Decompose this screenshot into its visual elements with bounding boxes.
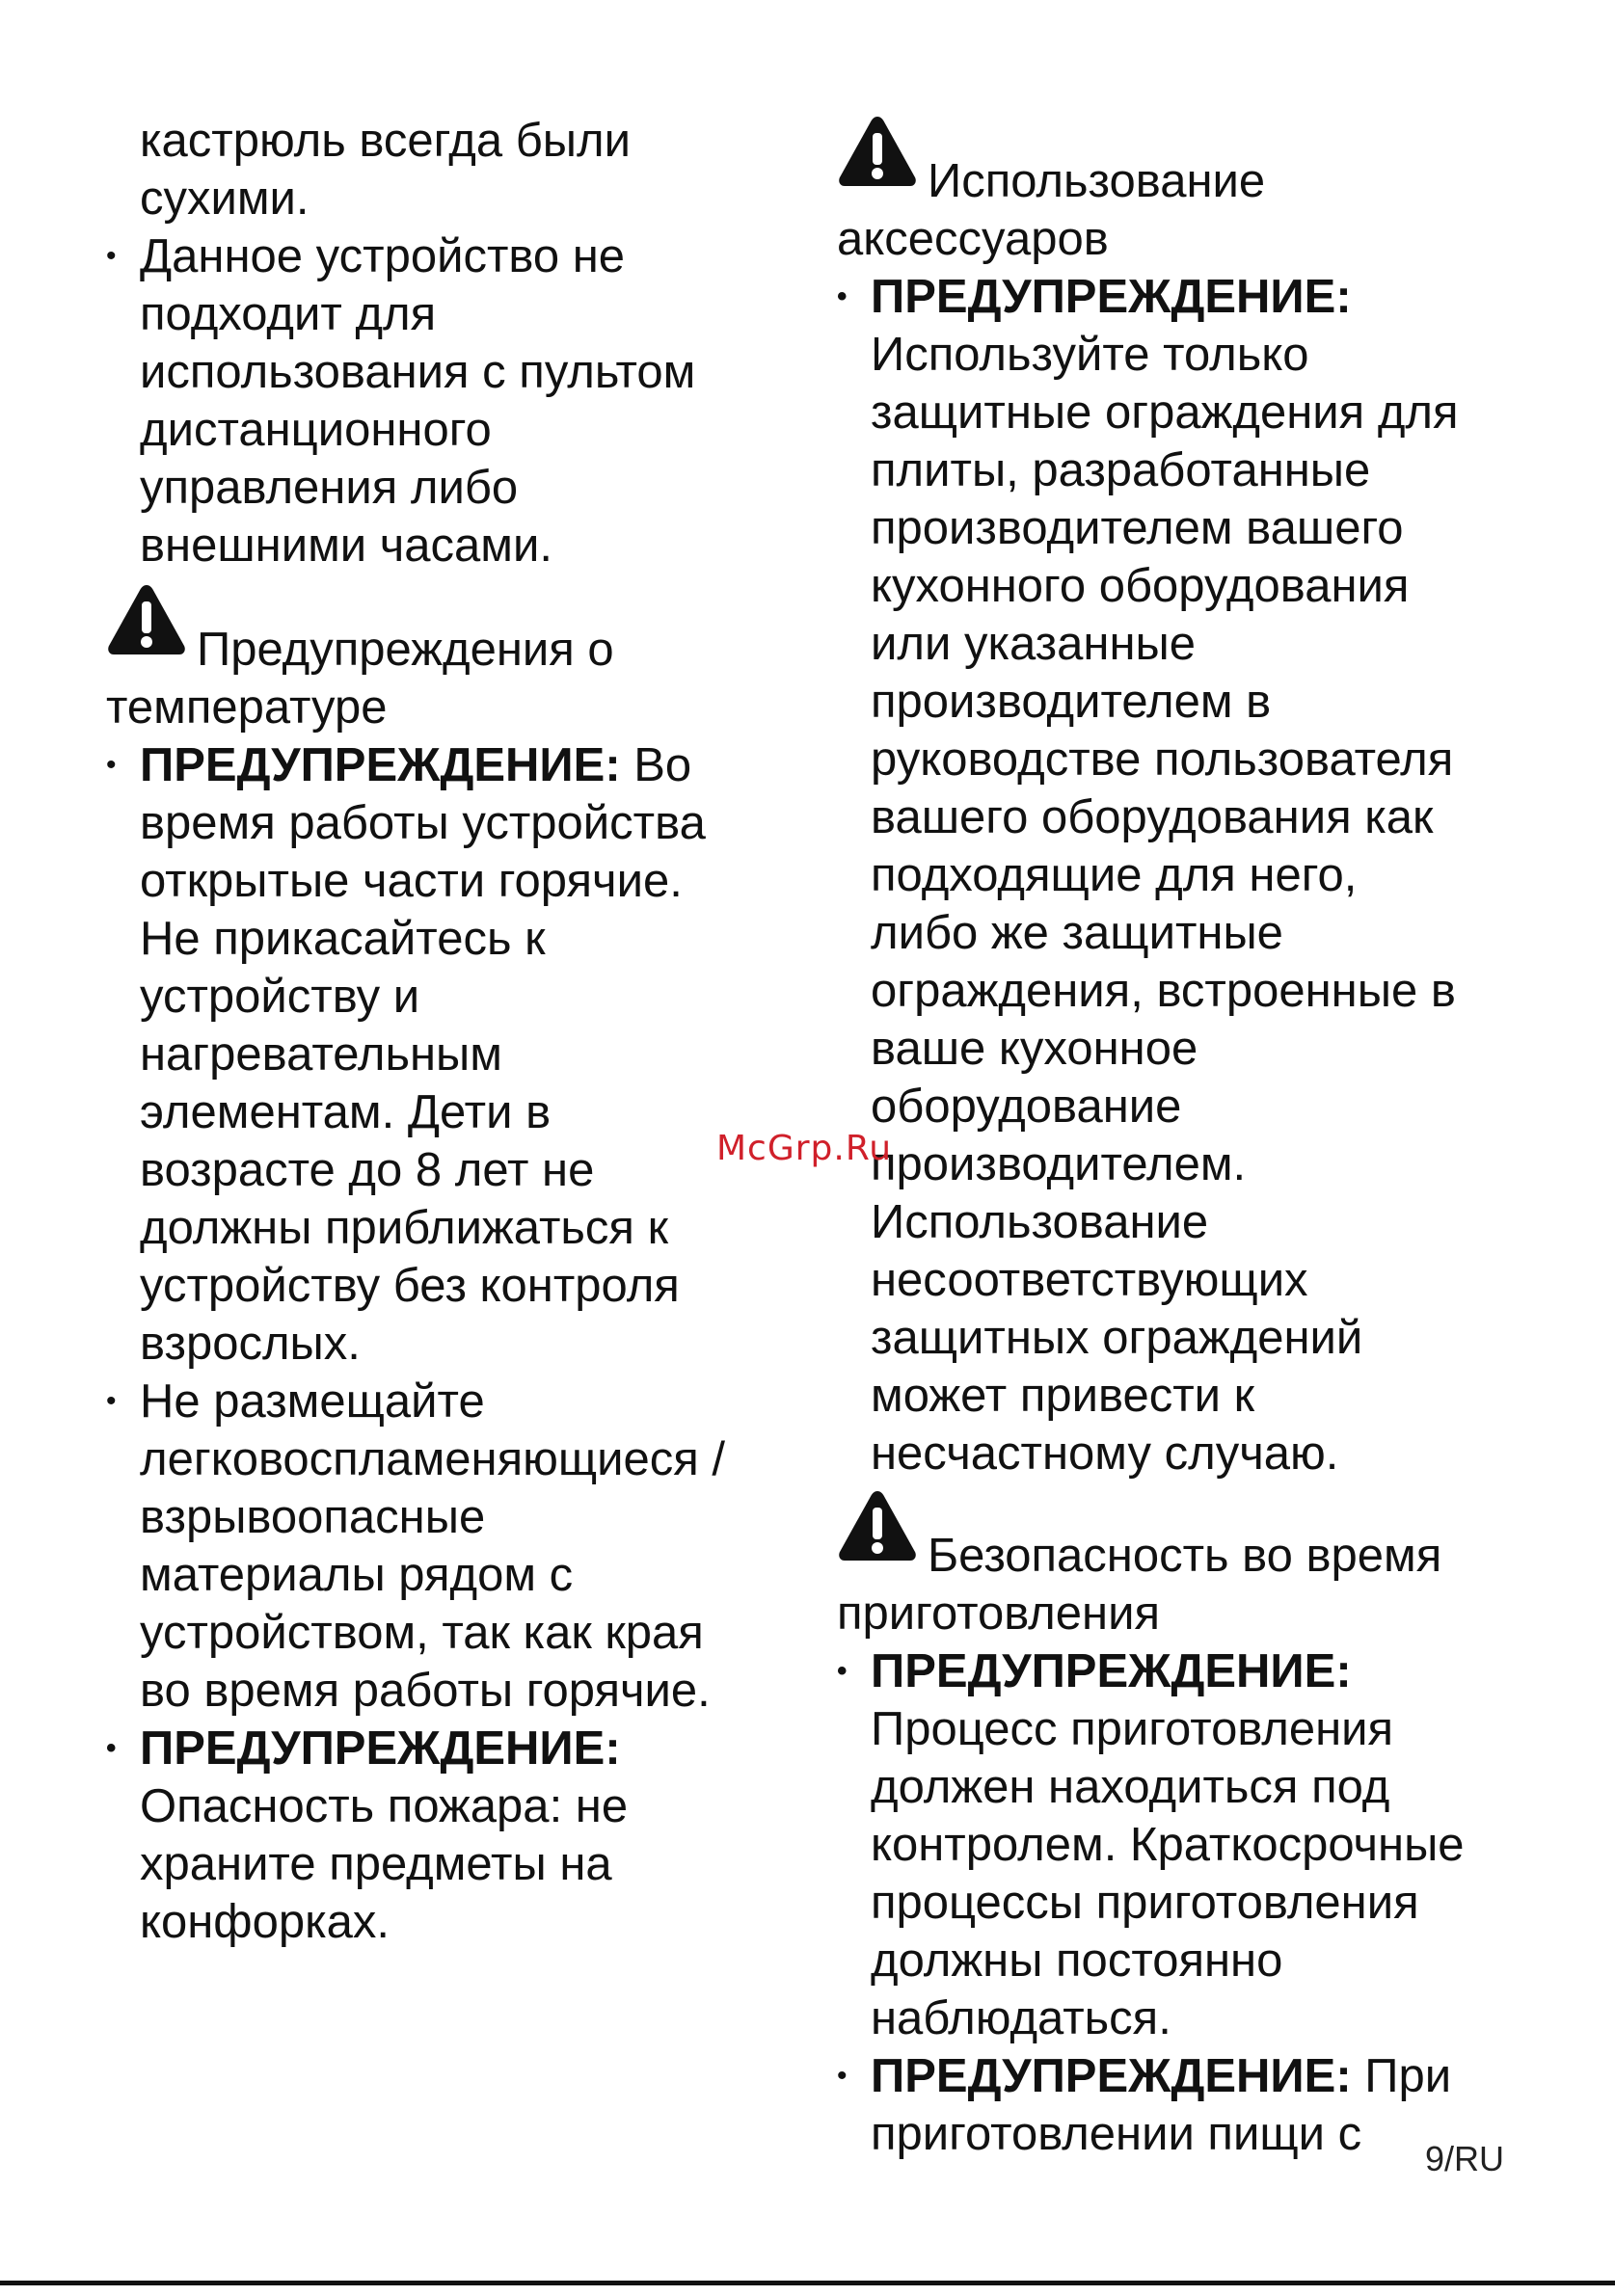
text-line: должны приближаться к (140, 1202, 669, 1254)
text-line: возрасте до 8 лет не (140, 1144, 595, 1196)
text-line: Не прикасайтесь к (140, 913, 546, 965)
text-line: ограждения, встроенные в (871, 965, 1456, 1017)
text-line: устройству без контроля (140, 1260, 680, 1312)
text-line: элементам. Дети в (140, 1086, 552, 1138)
text-line: процессы приготовления (871, 1877, 1419, 1929)
text-line: сухими. (140, 173, 310, 225)
text-line: защитных ограждений (871, 1312, 1363, 1364)
text-line: конфорках. (140, 1896, 390, 1948)
bottom-divider (0, 2281, 1615, 2285)
text-line: взрывоопасные (140, 1491, 486, 1543)
text-line: открытые части горячие. (140, 855, 683, 907)
text-line: Процесс приготовления (871, 1703, 1394, 1755)
heading-line: температуре (106, 681, 388, 734)
text-line: нагревательным (140, 1028, 502, 1081)
text-line: несоответствующих (871, 1254, 1308, 1306)
text-line: внешними часами. (140, 520, 552, 572)
warning-label: ПРЕДУПРЕЖДЕНИЕ: (140, 739, 621, 791)
text-line: или указанные (871, 618, 1196, 670)
bullet-supervision (837, 1642, 1531, 2047)
text-line: вашего оборудования как (871, 791, 1434, 843)
warning-label: ПРЕДУПРЕЖДЕНИЕ: (871, 2050, 1352, 2102)
bullet-flammable-materials (106, 1373, 800, 1720)
text-line: во время работы горячие. (140, 1665, 711, 1717)
text-line: Использование (871, 1196, 1209, 1248)
text-line: управления либо (140, 462, 519, 514)
text-line: кухонного оборудования (871, 560, 1410, 612)
text-line: взрослых. (140, 1318, 361, 1370)
text-line: использования с пультом (140, 346, 696, 398)
text-fragment: При (1351, 2050, 1452, 2102)
bullet-fire-hazard (106, 1720, 800, 1951)
warning-label: • ПРЕДУПРЕЖДЕНИЕ: (106, 1720, 800, 1777)
text-line: • Не размещайте (106, 1373, 800, 1430)
heading-line: Безопасность во время (928, 1530, 1442, 1582)
warning-triangle-icon (837, 114, 918, 189)
text-line: производителем вашего (871, 502, 1404, 554)
text-line: плиты, разработанные (871, 444, 1371, 496)
text-line (837, 2047, 1531, 2105)
text-line: кастрюль всегда были (140, 115, 631, 167)
text-line: • Данное устройство не (106, 227, 800, 285)
bullet-remote-control (106, 227, 800, 574)
text-line: руководстве пользователя (871, 734, 1454, 786)
heading-accessories-use (837, 152, 1531, 268)
watermark: McGrp.Ru (716, 1129, 893, 1168)
text-line: устройством, так как края (140, 1607, 704, 1659)
text-line: должны постоянно (871, 1935, 1283, 1987)
text-line: защитные ограждения для (871, 387, 1459, 439)
text-line: наблюдаться. (871, 1992, 1171, 2044)
text-line: подходящие для него, (871, 849, 1358, 901)
text-line: храните предметы на (140, 1838, 612, 1890)
bullet-hot-parts (106, 736, 800, 1373)
text-line: должен находиться под (871, 1761, 1390, 1813)
warning-triangle-icon (837, 1488, 918, 1563)
text-line: несчастному случаю. (871, 1428, 1339, 1480)
text-line: подходит для (140, 288, 437, 340)
text-line: контролем. Краткосрочные (871, 1819, 1465, 1871)
heading-temperature-warnings (106, 621, 800, 736)
text-line: Опасность пожара: не (140, 1780, 629, 1832)
text-line: устройству и (140, 971, 420, 1023)
page-number: 9/RU (1425, 2139, 1505, 2178)
heading-cooking-safety (837, 1527, 1531, 1642)
text-line: оборудование (871, 1081, 1182, 1133)
heading-line: Использование (928, 155, 1266, 207)
text-line: материалы рядом с (140, 1549, 574, 1601)
bullet-protective-guards (837, 268, 1531, 1482)
warning-label: • ПРЕДУПРЕЖДЕНИЕ: (837, 268, 1531, 326)
heading-line: приготовления (837, 1588, 1160, 1640)
text-line: производителем в (871, 676, 1272, 728)
text-fragment: Во (620, 739, 692, 791)
text-line: либо же защитные (871, 907, 1283, 959)
warning-label: • ПРЕДУПРЕЖДЕНИЕ: (837, 1642, 1531, 1700)
heading-line: Предупреждения о (197, 624, 614, 676)
text-line: Используйте только (871, 329, 1309, 381)
text-line: ваше кухонное (871, 1023, 1198, 1075)
text-line: может привести к (871, 1370, 1255, 1422)
warning-triangle-icon (106, 582, 187, 657)
text-line: приготовлении пищи с (871, 2108, 1362, 2160)
continuation-text (106, 112, 800, 227)
text-line: время работы устройства (140, 797, 706, 849)
text-line: дистанционного (140, 404, 492, 456)
text-line: легковоспламеняющиеся / (140, 1433, 726, 1485)
text-line (106, 736, 800, 794)
heading-line: аксессуаров (837, 213, 1109, 265)
text-line: производителем. (871, 1138, 1247, 1190)
